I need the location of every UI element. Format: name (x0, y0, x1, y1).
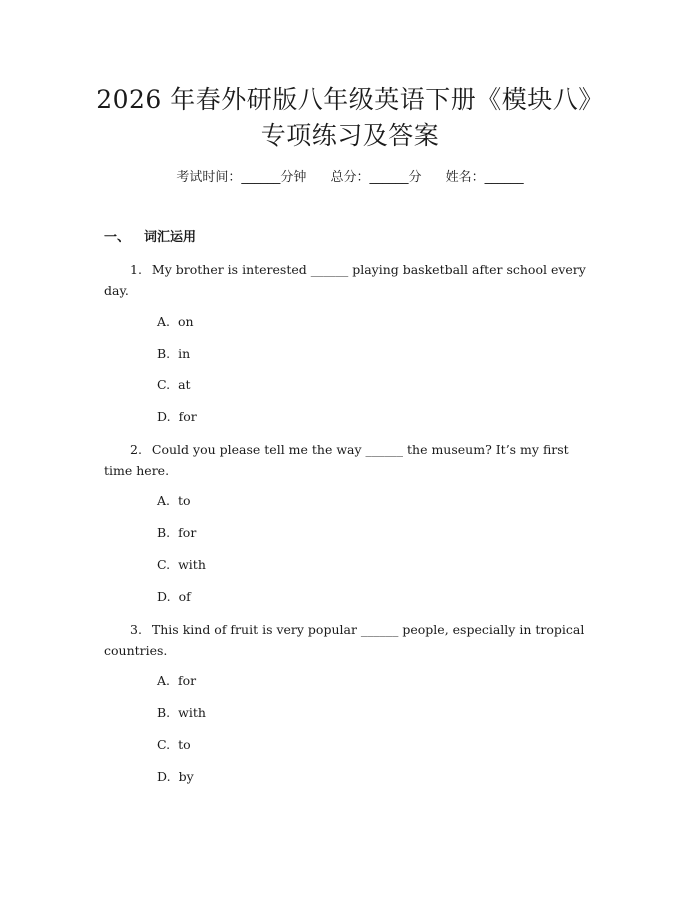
option-text: in (178, 346, 191, 361)
option-3d (157, 767, 194, 787)
option-text: to (178, 737, 191, 752)
option-text: by (178, 769, 194, 784)
option-text: with (178, 705, 206, 720)
document-title-line-1: 2026 年春外研版八年级英语下册《模块八》 (96, 85, 604, 114)
option-text: for (178, 525, 197, 540)
question-2 (104, 439, 594, 481)
document-title-line-2: 专项练习及答案 (260, 121, 440, 150)
option-letter: D. (157, 769, 171, 784)
question-1 (104, 259, 594, 301)
option-text: of (178, 589, 191, 604)
option-letter: C. (157, 557, 171, 572)
option-text: for (178, 409, 197, 424)
option-text: at (178, 377, 191, 392)
option-2a (157, 491, 191, 511)
section-heading (104, 228, 196, 248)
option-text: to (178, 493, 191, 508)
question-number: 2. (130, 442, 142, 457)
option-letter: A. (157, 673, 171, 688)
option-text: on (178, 314, 194, 329)
option-letter: D. (157, 409, 171, 424)
exam-score-field: 总分：______分 (330, 170, 422, 185)
question-3 (104, 619, 594, 661)
option-text: with (178, 557, 206, 572)
option-letter: B. (157, 705, 171, 720)
option-1c (157, 375, 191, 395)
option-letter: B. (157, 525, 171, 540)
option-3a (157, 671, 196, 691)
section-title: 词汇运用 (144, 230, 197, 245)
option-2d (157, 587, 191, 607)
exam-name-field: 姓名：______ (445, 170, 524, 185)
question-text: Could you please tell me the way ______ the museum? It’s my first time here. (104, 442, 569, 478)
option-3b (157, 703, 206, 723)
option-1d (157, 407, 197, 427)
section-number: 一、 (104, 230, 131, 245)
option-letter: D. (157, 589, 171, 604)
question-text: My brother is interested ______ playing basketball after school every day. (104, 262, 586, 298)
option-text: for (178, 673, 197, 688)
option-letter: A. (157, 493, 171, 508)
option-2b (157, 523, 196, 543)
option-2c (157, 555, 206, 575)
question-number: 1. (130, 262, 142, 277)
option-3c (157, 735, 191, 755)
option-letter: A. (157, 314, 171, 329)
option-letter: C. (157, 377, 171, 392)
question-number: 3. (130, 622, 142, 637)
exam-meta (0, 168, 700, 188)
exam-time-field: 考试时间：______分钟 (176, 170, 307, 185)
option-1b (157, 344, 190, 364)
option-letter: B. (157, 346, 171, 361)
question-text: This kind of fruit is very popular ______ people, especially in tropical countries. (104, 622, 585, 658)
option-1a (157, 312, 194, 332)
option-letter: C. (157, 737, 171, 752)
